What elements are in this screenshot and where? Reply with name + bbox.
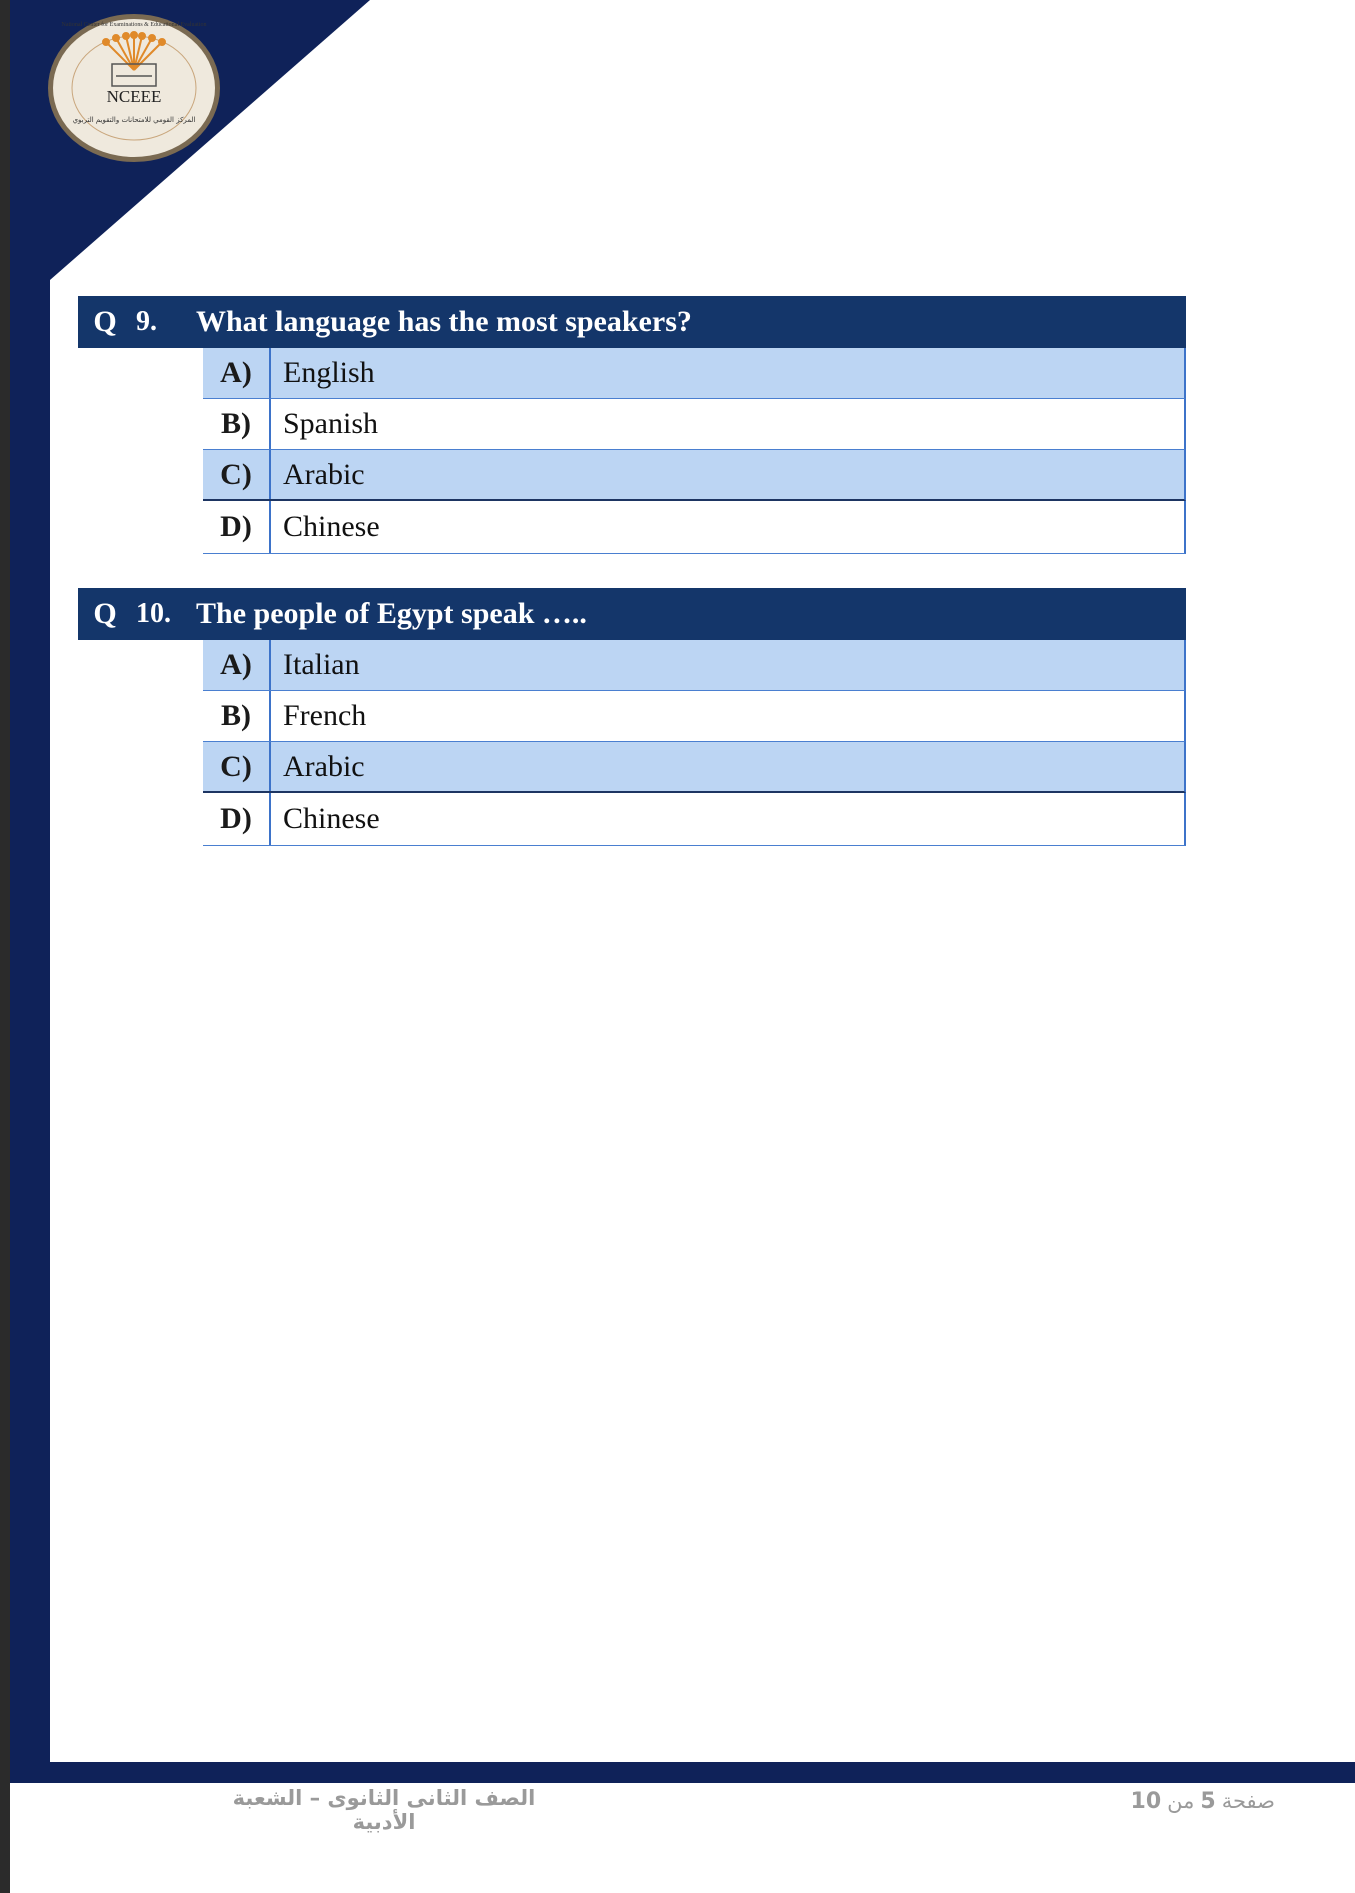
option-label: B): [203, 399, 271, 449]
footer-page-number: [1110, 1789, 1275, 1814]
option-d[interactable]: [203, 793, 1186, 846]
question-letter: Q: [93, 305, 117, 338]
of-word: من: [1167, 1789, 1195, 1813]
option-b[interactable]: [203, 691, 1186, 742]
page-current: 5: [1200, 1789, 1216, 1814]
option-a[interactable]: [203, 640, 1186, 691]
option-label: D): [203, 793, 271, 845]
option-c[interactable]: [203, 450, 1186, 501]
question-10: [78, 588, 1186, 846]
option-text: Chinese: [283, 510, 380, 543]
option-a[interactable]: [203, 348, 1186, 399]
question-number: 10.: [136, 598, 171, 629]
logo-english-name: National Center for Examinations & Educational Evaluation: [61, 22, 207, 28]
option-text: English: [283, 356, 375, 389]
option-d[interactable]: [203, 501, 1186, 554]
option-b[interactable]: [203, 399, 1186, 450]
question-number: 9.: [136, 306, 157, 337]
question-text: What language has the most speakers?: [196, 305, 692, 338]
option-label: A): [203, 348, 271, 398]
option-label: D): [203, 501, 271, 553]
logo-arabic-name: المركز القومي للامتحانات والتقويم التربوي: [72, 116, 196, 124]
option-c[interactable]: [203, 742, 1186, 793]
option-label: B): [203, 691, 271, 741]
option-text: Chinese: [283, 802, 380, 835]
option-text: Italian: [283, 648, 360, 681]
nceee-logo: [46, 12, 222, 164]
question-header: [78, 588, 1186, 640]
option-text: Spanish: [283, 407, 379, 440]
page-total: 10: [1130, 1789, 1162, 1814]
option-label: C): [203, 742, 271, 791]
option-label: C): [203, 450, 271, 499]
option-text: Arabic: [283, 457, 365, 491]
question-letter: Q: [93, 597, 117, 630]
question-header: [78, 296, 1186, 348]
bottom-decor-band: [10, 1762, 1355, 1783]
footer-grade-label: الصف الثانى الثانوى – الشعبة الأدبية: [232, 1786, 536, 1834]
option-label: A): [203, 640, 271, 690]
option-text: Arabic: [283, 749, 365, 783]
logo-acronym: NCEEE: [106, 87, 162, 106]
question-text: The people of Egypt speak …..: [196, 597, 587, 630]
option-text: French: [283, 699, 367, 732]
scan-edge: [0, 0, 10, 1893]
page-word: صفحة: [1221, 1789, 1275, 1813]
answer-options: [203, 348, 1186, 554]
answer-options: [203, 640, 1186, 846]
question-9: [78, 296, 1186, 554]
